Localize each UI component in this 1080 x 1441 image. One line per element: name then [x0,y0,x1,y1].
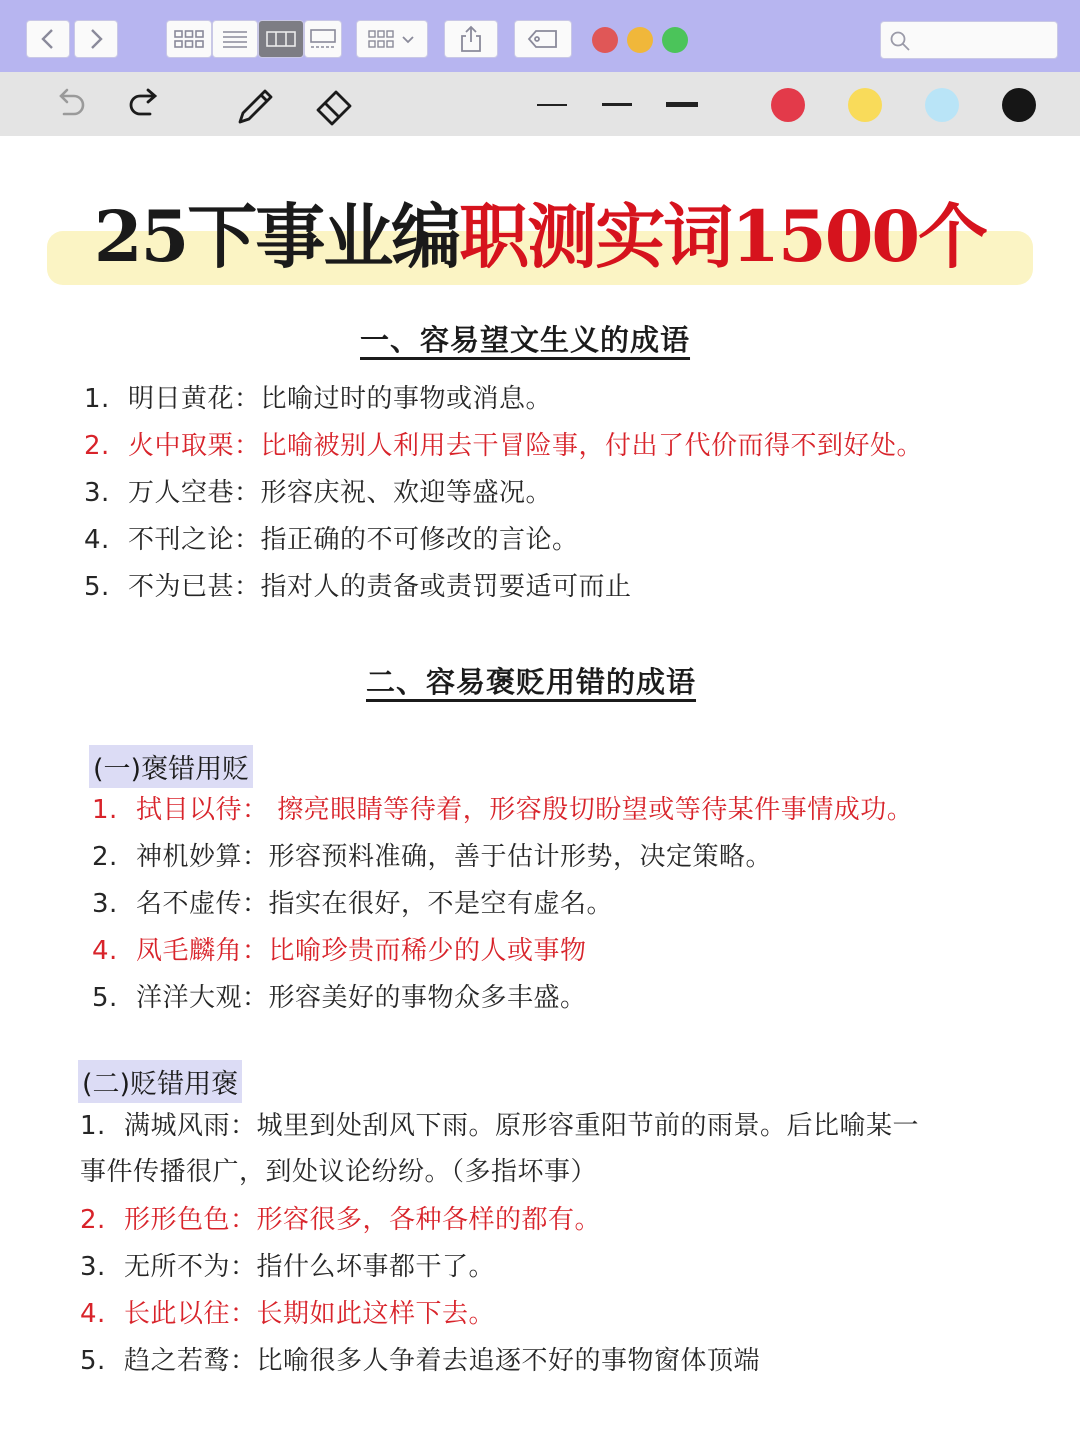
subsection2-label: (二)贬错用褒 [78,1060,242,1103]
eraser-icon[interactable] [312,84,356,128]
document-title [0,196,1080,278]
column-view-button[interactable] [258,20,304,58]
list-item: 4. 不刊之论：指正确的不可修改的言论。 [84,525,579,555]
pen-color-light-blue[interactable] [925,88,959,122]
forward-button[interactable] [74,20,118,58]
list-item: 1. 满城风雨：城里到处刮风下雨。原形容重阳节前的雨景。后比喻某一 [80,1111,920,1141]
pen-icon[interactable] [234,84,278,128]
back-icon [40,28,56,50]
pen-color-black[interactable] [1002,88,1036,122]
column-view-icon [266,29,296,49]
redo-icon[interactable] [126,86,164,122]
list-item: 3. 无所不为：指什么坏事都干了。 [80,1252,496,1282]
gallery-view-icon [308,28,338,50]
back-button[interactable] [26,20,70,58]
group-icon [365,29,419,49]
tag-icon [527,28,559,50]
tag-button[interactable] [514,20,572,58]
list-item: 1. 明日黄花：比喻过时的事物或消息。 [84,384,553,414]
share-icon [459,25,483,53]
search-icon [889,30,911,52]
gallery-view-button[interactable] [304,20,342,58]
stroke-thin-option[interactable] [537,104,567,106]
subsection1-label: (一)褒错用贬 [89,745,253,788]
share-button[interactable] [444,20,498,58]
list-item: 5. 趋之若鹜：比喻很多人争着去追逐不好的事物窗体顶端 [80,1346,761,1376]
close-window-dot[interactable] [592,27,618,53]
section2-heading: 二、容易褒贬用错的成语 [366,665,697,699]
list-item-continuation: 事件传播很广，到处议论纷纷。（多指坏事） [80,1157,598,1187]
title-red-part: 职测实词1500个 [459,195,987,278]
search-input[interactable] [880,21,1058,59]
forward-icon [88,28,104,50]
minimize-window-dot[interactable] [627,27,653,53]
list-item: 4. 长此以往：长期如此这样下去。 [80,1299,496,1329]
list-view-icon [222,29,248,49]
section1-heading: 一、容易望文生义的成语 [360,323,691,357]
list-item: 5. 洋洋大观：形容美好的事物众多丰盛。 [92,983,587,1013]
zoom-window-dot[interactable] [662,27,688,53]
undo-icon[interactable] [52,86,88,122]
list-item: 1. 拭目以待： 擦亮眼睛等待着，形容殷切盼望或等待某件事情成功。 [92,795,914,825]
stroke-thick-option[interactable] [666,102,698,107]
list-item: 3. 万人空巷：形容庆祝、欢迎等盛况。 [84,478,553,508]
list-item: 4. 凤毛麟角：比喻珍贵而稀少的人或事物 [92,936,587,966]
list-item: 2. 神机妙算：形容预料准确，善于估计形势，决定策略。 [92,842,773,872]
list-item: 2. 形形色色：形容很多，各种各样的都有。 [80,1205,602,1235]
list-item: 3. 名不虚传：指实在很好，不是空有虚名。 [92,889,614,919]
grid-view-button[interactable] [166,20,212,58]
grid-view-icon [174,29,204,49]
list-view-button[interactable] [212,20,258,58]
title-black-part: 25下事业编 [93,195,460,278]
stroke-medium-option[interactable] [602,103,632,106]
group-button[interactable] [356,20,428,58]
list-item: 2. 火中取栗：比喻被别人利用去干冒险事，付出了代价而得不到好处。 [84,431,924,461]
list-item: 5. 不为已甚：指对人的责备或责罚要适可而止 [84,572,632,602]
pen-color-red[interactable] [771,88,805,122]
pen-color-yellow[interactable] [848,88,882,122]
window-controls [592,27,688,53]
